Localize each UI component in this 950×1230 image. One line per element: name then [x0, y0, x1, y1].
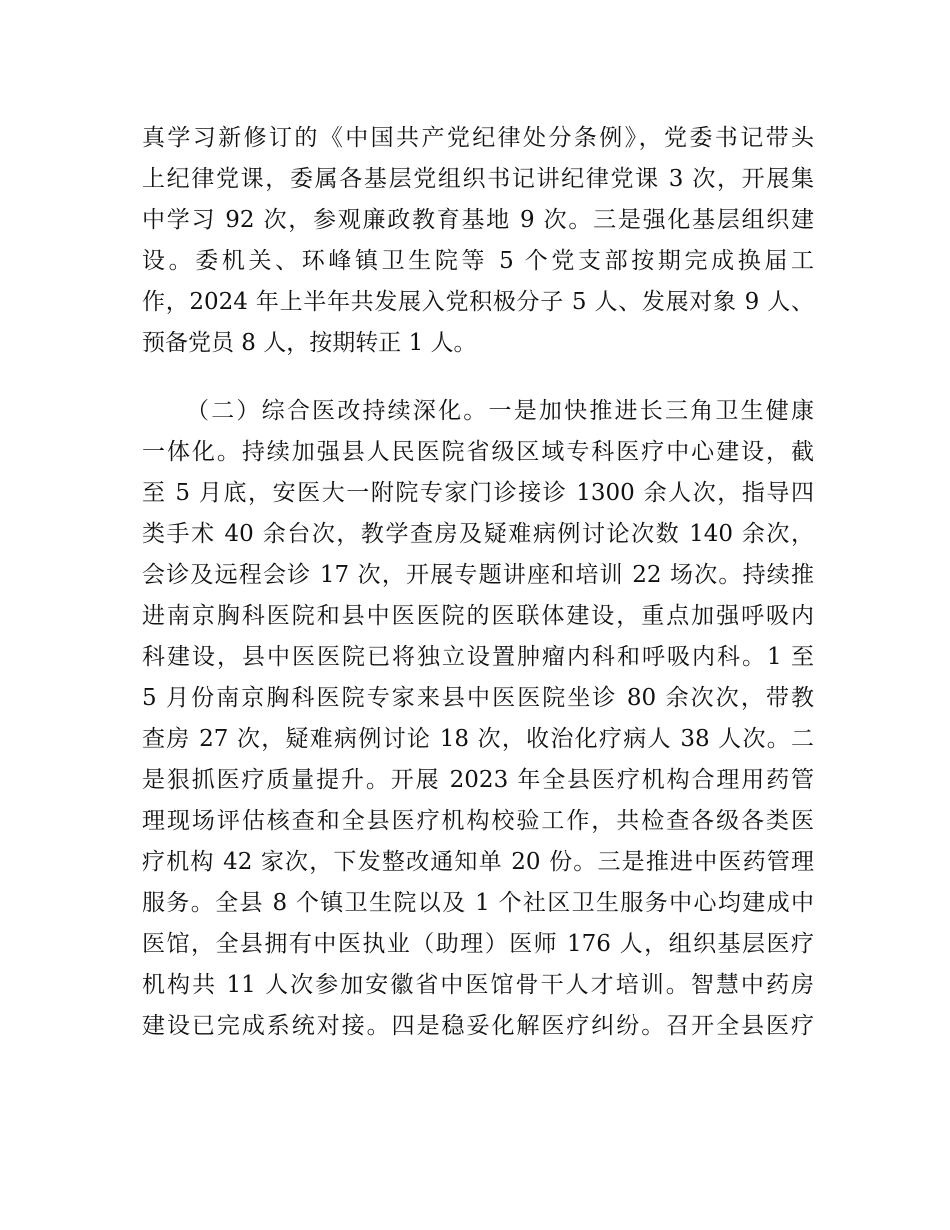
text-line: 至 5 月底，安医大一附院专家门诊接诊 1300 余人次，指导四 [142, 480, 814, 506]
text-line: 理现场评估核查和全县医疗机构校验工作，共检查各级各类医 [142, 808, 814, 834]
text-line: 进南京胸科医院和县中医医院的医联体建设，重点加强呼吸内 [142, 603, 814, 629]
text-line: 设。委机关、环峰镇卫生院等 5 个党支部按期完成换届工 [142, 248, 814, 274]
text-line: 是狠抓医疗质量提升。开展 2023 年全县医疗机构合理用药管 [142, 767, 814, 793]
text-line: 真学习新修订的《中国共产党纪律处分条例》，党委书记带头 [142, 125, 814, 151]
paragraph-party-building [142, 118, 814, 364]
text-line: 医馆，全县拥有中医执业（助理）医师 176 人，组织基层医疗 [142, 931, 814, 957]
text-line: 类手术 40 余台次，教学查房及疑难病例讨论次数 140 余次， [142, 521, 814, 547]
text-line: 一体化。持续加强县人民医院省级区域专科医疗中心建设，截 [142, 439, 814, 465]
section-heading-line: （二）综合医改持续深化。一是加快推进长三角卫生健康 [186, 398, 814, 424]
text-line: 机构共 11 人次参加安徽省中医馆骨干人才培训。智慧中药房 [142, 972, 814, 998]
text-line: 5 月份南京胸科医院专家来县中医医院坐诊 80 余次次，带教 [142, 685, 814, 711]
text-line: 作，2024 年上半年共发展入党积极分子 5 人、发展对象 9 人、 [142, 289, 814, 315]
text-line: 预备党员 8 人，按期转正 1 人。 [142, 330, 477, 356]
text-line: 查房 27 次，疑难病例讨论 18 次，收治化疗病人 38 人次。二 [142, 726, 814, 752]
text-line: 疗机构 42 家次，下发整改通知单 20 份。三是推进中医药管理 [142, 849, 814, 875]
text-line: 会诊及远程会诊 17 次，开展专题讲座和培训 22 场次。持续推 [142, 562, 814, 588]
text-line: 建设已完成系统对接。四是稳妥化解医疗纠纷。召开全县医疗 [142, 1013, 814, 1039]
text-line: 中学习 92 次，参观廉政教育基地 9 次。三是强化基层组织建 [142, 207, 814, 233]
paragraph-medical-reform [142, 391, 814, 1047]
text-line: 上纪律党课，委属各基层党组织书记讲纪律党课 3 次，开展集 [142, 166, 814, 192]
text-line: 科建设，县中医医院已将独立设置肿瘤内科和呼吸内科。1 至 [142, 644, 814, 670]
text-line: 服务。全县 8 个镇卫生院以及 1 个社区卫生服务中心均建成中 [142, 890, 814, 916]
